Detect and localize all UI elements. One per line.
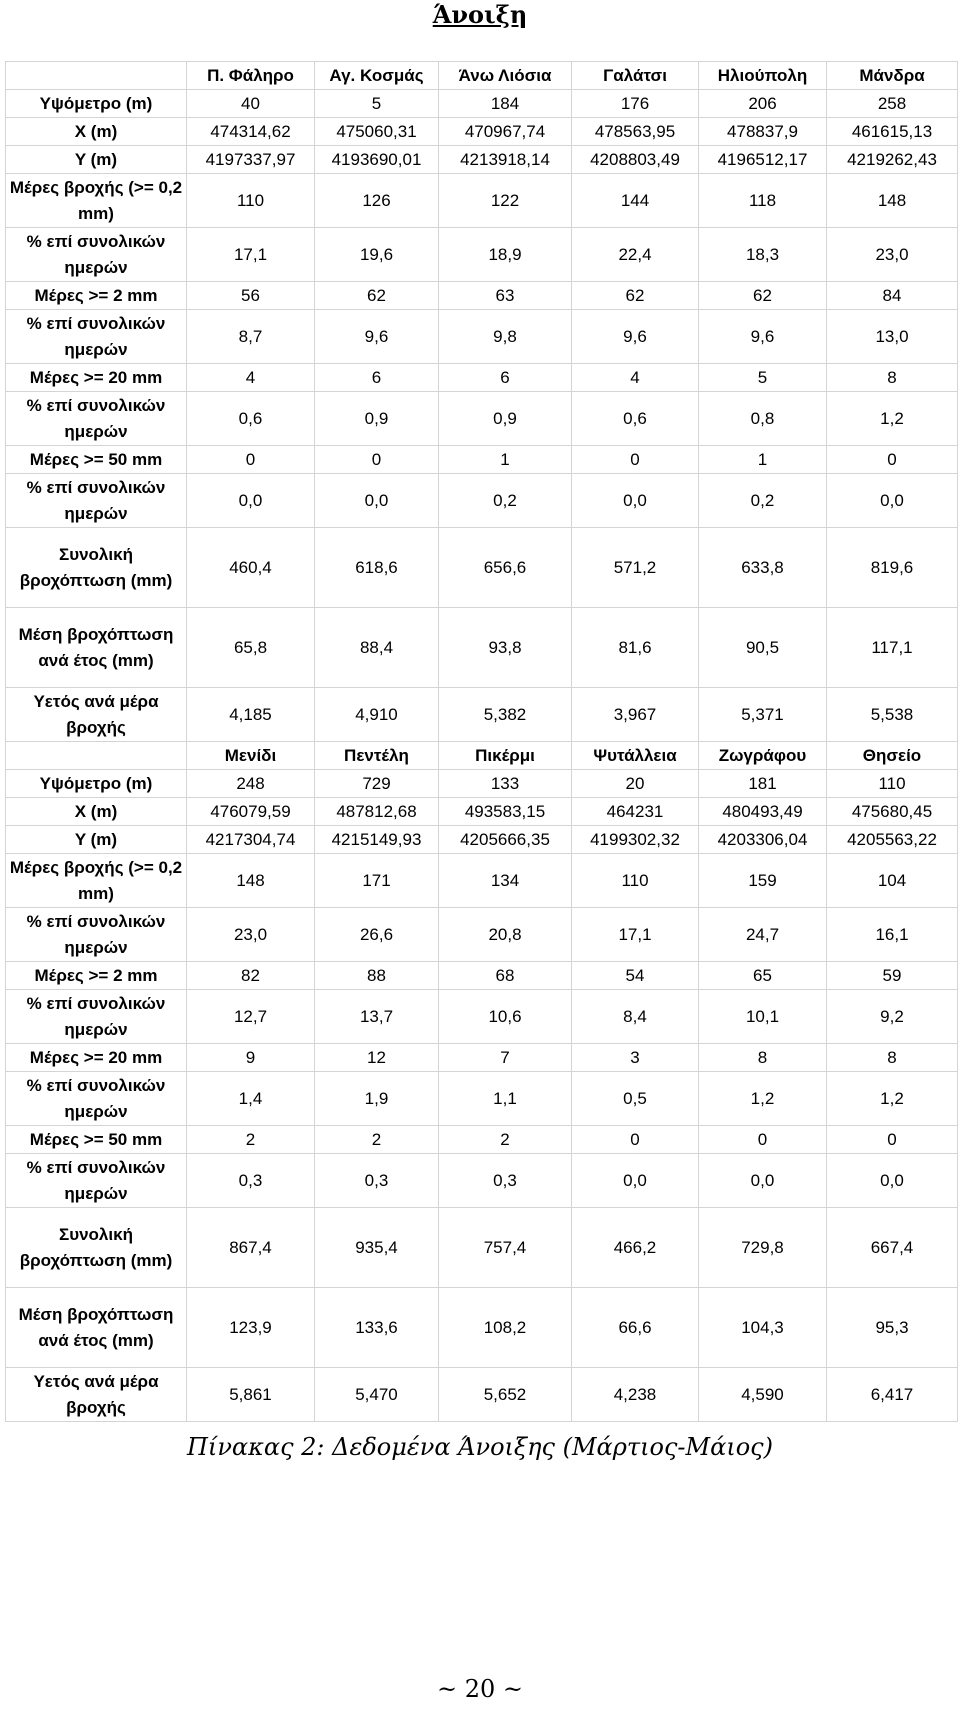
days-50mm-row <box>6 446 958 474</box>
value-cell: 8 <box>699 1044 827 1072</box>
value-cell: 0 <box>315 446 439 474</box>
value-cell: 0,2 <box>439 474 572 528</box>
value-cell: 17,1 <box>187 228 315 282</box>
location-header: Άνω Λιόσια <box>439 62 572 90</box>
value-cell: 0,9 <box>439 392 572 446</box>
value-cell: 110 <box>827 770 958 798</box>
row-label: % επί συνολικών ημερών <box>6 310 187 364</box>
x-coord-row <box>6 798 958 826</box>
row-label: Μέρες >= 20 mm <box>6 364 187 392</box>
days-2mm-pct-row <box>6 310 958 364</box>
value-cell: 3,967 <box>572 688 699 742</box>
value-cell: 23,0 <box>827 228 958 282</box>
value-cell: 12,7 <box>187 990 315 1044</box>
value-cell: 9,6 <box>315 310 439 364</box>
table-caption: Πίνακας 2: Δεδομένα Άνοιξης (Μάρτιος-Μάιος) <box>187 1433 773 1461</box>
value-cell: 8,7 <box>187 310 315 364</box>
value-cell: 19,6 <box>315 228 439 282</box>
value-cell: 0,0 <box>572 474 699 528</box>
value-cell: 4203306,04 <box>699 826 827 854</box>
value-cell: 13,0 <box>827 310 958 364</box>
value-cell: 475060,31 <box>315 118 439 146</box>
value-cell: 7 <box>439 1044 572 1072</box>
value-cell: 819,6 <box>827 528 958 608</box>
value-cell: 133,6 <box>315 1288 439 1368</box>
value-cell: 1,2 <box>827 1072 958 1126</box>
header-corner-cell <box>6 62 187 90</box>
value-cell: 117,1 <box>827 608 958 688</box>
days-2mm-pct-row <box>6 990 958 1044</box>
value-cell: 159 <box>699 854 827 908</box>
value-cell: 1,1 <box>439 1072 572 1126</box>
value-cell: 466,2 <box>572 1208 699 1288</box>
value-cell: 23,0 <box>187 908 315 962</box>
value-cell: 93,8 <box>439 608 572 688</box>
mean-annual-rainfall-row <box>6 1288 958 1368</box>
value-cell: 0,2 <box>699 474 827 528</box>
value-cell: 110 <box>572 854 699 908</box>
value-cell: 6 <box>315 364 439 392</box>
value-cell: 487812,68 <box>315 798 439 826</box>
value-cell: 5,652 <box>439 1368 572 1422</box>
location-header: Ψυτάλλεια <box>572 742 699 770</box>
rain-days-pct-row <box>6 908 958 962</box>
value-cell: 8,4 <box>572 990 699 1044</box>
value-cell: 633,8 <box>699 528 827 608</box>
value-cell: 176 <box>572 90 699 118</box>
value-cell: 104,3 <box>699 1288 827 1368</box>
value-cell: 0,3 <box>439 1154 572 1208</box>
location-header: Θησείο <box>827 742 958 770</box>
value-cell: 206 <box>699 90 827 118</box>
row-label: Μέρες >= 20 mm <box>6 1044 187 1072</box>
value-cell: 2 <box>315 1126 439 1154</box>
value-cell: 478837,9 <box>699 118 827 146</box>
value-cell: 17,1 <box>572 908 699 962</box>
value-cell: 18,9 <box>439 228 572 282</box>
value-cell: 56 <box>187 282 315 310</box>
value-cell: 4217304,74 <box>187 826 315 854</box>
value-cell: 8 <box>827 1044 958 1072</box>
value-cell: 729,8 <box>699 1208 827 1288</box>
days-2mm-row <box>6 962 958 990</box>
value-cell: 0,3 <box>315 1154 439 1208</box>
row-label: X (m) <box>6 798 187 826</box>
mean-annual-rainfall-row <box>6 608 958 688</box>
value-cell: 4205563,22 <box>827 826 958 854</box>
value-cell: 475680,45 <box>827 798 958 826</box>
row-label: % επί συνολικών ημερών <box>6 1154 187 1208</box>
location-header: Πικέρμι <box>439 742 572 770</box>
value-cell: 16,1 <box>827 908 958 962</box>
value-cell: 22,4 <box>572 228 699 282</box>
value-cell: 13,7 <box>315 990 439 1044</box>
value-cell: 0,0 <box>187 474 315 528</box>
value-cell: 0,0 <box>315 474 439 528</box>
value-cell: 59 <box>827 962 958 990</box>
value-cell: 0 <box>827 446 958 474</box>
value-cell: 8 <box>827 364 958 392</box>
row-label: % επί συνολικών ημερών <box>6 392 187 446</box>
value-cell: 10,6 <box>439 990 572 1044</box>
value-cell: 729 <box>315 770 439 798</box>
value-cell: 181 <box>699 770 827 798</box>
value-cell: 4,590 <box>699 1368 827 1422</box>
value-cell: 1,4 <box>187 1072 315 1126</box>
total-rainfall-row <box>6 528 958 608</box>
value-cell: 4197337,97 <box>187 146 315 174</box>
value-cell: 5,382 <box>439 688 572 742</box>
value-cell: 0 <box>572 1126 699 1154</box>
value-cell: 88 <box>315 962 439 990</box>
value-cell: 171 <box>315 854 439 908</box>
rain-per-day-row <box>6 1368 958 1422</box>
value-cell: 24,7 <box>699 908 827 962</box>
value-cell: 4219262,43 <box>827 146 958 174</box>
value-cell: 867,4 <box>187 1208 315 1288</box>
value-cell: 0 <box>827 1126 958 1154</box>
rain-days-row <box>6 854 958 908</box>
location-header: Μενίδι <box>187 742 315 770</box>
value-cell: 9,8 <box>439 310 572 364</box>
value-cell: 248 <box>187 770 315 798</box>
value-cell: 84 <box>827 282 958 310</box>
location-header: Αγ. Κοσμάς <box>315 62 439 90</box>
value-cell: 81,6 <box>572 608 699 688</box>
total-rainfall-row <box>6 1208 958 1288</box>
value-cell: 184 <box>439 90 572 118</box>
value-cell: 4,910 <box>315 688 439 742</box>
value-cell: 54 <box>572 962 699 990</box>
row-label: Μέρες >= 2 mm <box>6 282 187 310</box>
value-cell: 0,3 <box>187 1154 315 1208</box>
rainfall-table <box>5 61 958 1422</box>
altitude-row <box>6 90 958 118</box>
value-cell: 0,6 <box>572 392 699 446</box>
value-cell: 667,4 <box>827 1208 958 1288</box>
value-cell: 656,6 <box>439 528 572 608</box>
rain-days-pct-row <box>6 228 958 282</box>
location-header: Πεντέλη <box>315 742 439 770</box>
value-cell: 1 <box>699 446 827 474</box>
y-coord-row <box>6 146 958 174</box>
value-cell: 4215149,93 <box>315 826 439 854</box>
rain-per-day-row <box>6 688 958 742</box>
value-cell: 3 <box>572 1044 699 1072</box>
row-label: Υψόμετρο (m) <box>6 90 187 118</box>
row-label: Y (m) <box>6 146 187 174</box>
value-cell: 618,6 <box>315 528 439 608</box>
value-cell: 104 <box>827 854 958 908</box>
value-cell: 5 <box>315 90 439 118</box>
value-cell: 82 <box>187 962 315 990</box>
value-cell: 90,5 <box>699 608 827 688</box>
value-cell: 571,2 <box>572 528 699 608</box>
days-20mm-row <box>6 364 958 392</box>
value-cell: 88,4 <box>315 608 439 688</box>
location-header: Π. Φάληρο <box>187 62 315 90</box>
value-cell: 1,2 <box>827 392 958 446</box>
value-cell: 12 <box>315 1044 439 1072</box>
value-cell: 0,0 <box>827 474 958 528</box>
value-cell: 476079,59 <box>187 798 315 826</box>
value-cell: 63 <box>439 282 572 310</box>
value-cell: 0,5 <box>572 1072 699 1126</box>
value-cell: 40 <box>187 90 315 118</box>
value-cell: 68 <box>439 962 572 990</box>
value-cell: 62 <box>699 282 827 310</box>
row-label: X (m) <box>6 118 187 146</box>
value-cell: 460,4 <box>187 528 315 608</box>
row-label: Συνολική βροχόπτωση (mm) <box>6 1208 187 1288</box>
row-label: % επί συνολικών ημερών <box>6 990 187 1044</box>
value-cell: 0 <box>699 1126 827 1154</box>
value-cell: 4,238 <box>572 1368 699 1422</box>
row-label: Μέρες >= 2 mm <box>6 962 187 990</box>
location-header-row <box>6 62 958 90</box>
value-cell: 4199302,32 <box>572 826 699 854</box>
rain-days-row <box>6 174 958 228</box>
days-50mm-row <box>6 1126 958 1154</box>
value-cell: 0,0 <box>699 1154 827 1208</box>
value-cell: 5 <box>699 364 827 392</box>
value-cell: 4193690,01 <box>315 146 439 174</box>
value-cell: 18,3 <box>699 228 827 282</box>
value-cell: 470967,74 <box>439 118 572 146</box>
row-label: Συνολική βροχόπτωση (mm) <box>6 528 187 608</box>
value-cell: 9,6 <box>572 310 699 364</box>
row-label: % επί συνολικών ημερών <box>6 228 187 282</box>
value-cell: 65,8 <box>187 608 315 688</box>
value-cell: 0 <box>572 446 699 474</box>
value-cell: 757,4 <box>439 1208 572 1288</box>
y-coord-row <box>6 826 958 854</box>
value-cell: 66,6 <box>572 1288 699 1368</box>
location-header: Ηλιούπολη <box>699 62 827 90</box>
value-cell: 1,2 <box>699 1072 827 1126</box>
value-cell: 2 <box>439 1126 572 1154</box>
value-cell: 4208803,49 <box>572 146 699 174</box>
value-cell: 134 <box>439 854 572 908</box>
value-cell: 95,3 <box>827 1288 958 1368</box>
altitude-row <box>6 770 958 798</box>
row-label: Μέρες >= 50 mm <box>6 446 187 474</box>
value-cell: 2 <box>187 1126 315 1154</box>
value-cell: 461615,13 <box>827 118 958 146</box>
value-cell: 9,6 <box>699 310 827 364</box>
row-label: Υετός ανά μέρα βροχής <box>6 688 187 742</box>
row-label: % επί συνολικών ημερών <box>6 1072 187 1126</box>
value-cell: 126 <box>315 174 439 228</box>
value-cell: 144 <box>572 174 699 228</box>
value-cell: 0,9 <box>315 392 439 446</box>
days-20mm-pct-row <box>6 392 958 446</box>
value-cell: 62 <box>315 282 439 310</box>
row-label: Μέρες >= 50 mm <box>6 1126 187 1154</box>
value-cell: 4,185 <box>187 688 315 742</box>
value-cell: 26,6 <box>315 908 439 962</box>
row-label: Y (m) <box>6 826 187 854</box>
section-heading: Άνοιξη <box>432 0 528 29</box>
value-cell: 5,470 <box>315 1368 439 1422</box>
value-cell: 62 <box>572 282 699 310</box>
header-corner-cell <box>6 742 187 770</box>
row-label: Μέρες βροχής (>= 0,2 mm) <box>6 174 187 228</box>
value-cell: 0,0 <box>572 1154 699 1208</box>
value-cell: 108,2 <box>439 1288 572 1368</box>
value-cell: 118 <box>699 174 827 228</box>
value-cell: 10,1 <box>699 990 827 1044</box>
value-cell: 9,2 <box>827 990 958 1044</box>
value-cell: 110 <box>187 174 315 228</box>
value-cell: 935,4 <box>315 1208 439 1288</box>
value-cell: 6 <box>439 364 572 392</box>
value-cell: 464231 <box>572 798 699 826</box>
location-header: Γαλάτσι <box>572 62 699 90</box>
value-cell: 122 <box>439 174 572 228</box>
row-label: Μέρες βροχής (>= 0,2 mm) <box>6 854 187 908</box>
row-label: Υψόμετρο (m) <box>6 770 187 798</box>
value-cell: 493583,15 <box>439 798 572 826</box>
value-cell: 0,0 <box>827 1154 958 1208</box>
value-cell: 0,8 <box>699 392 827 446</box>
value-cell: 4196512,17 <box>699 146 827 174</box>
x-coord-row <box>6 118 958 146</box>
value-cell: 258 <box>827 90 958 118</box>
value-cell: 6,417 <box>827 1368 958 1422</box>
value-cell: 474314,62 <box>187 118 315 146</box>
value-cell: 123,9 <box>187 1288 315 1368</box>
row-label: Μέση βροχόπτωση ανά έτος (mm) <box>6 608 187 688</box>
row-label: % επί συνολικών ημερών <box>6 908 187 962</box>
value-cell: 480493,49 <box>699 798 827 826</box>
row-label: % επί συνολικών ημερών <box>6 474 187 528</box>
row-label: Υετός ανά μέρα βροχής <box>6 1368 187 1422</box>
value-cell: 0 <box>187 446 315 474</box>
value-cell: 20,8 <box>439 908 572 962</box>
value-cell: 65 <box>699 962 827 990</box>
value-cell: 5,861 <box>187 1368 315 1422</box>
value-cell: 5,538 <box>827 688 958 742</box>
value-cell: 5,371 <box>699 688 827 742</box>
value-cell: 4 <box>572 364 699 392</box>
value-cell: 4205666,35 <box>439 826 572 854</box>
row-label: Μέση βροχόπτωση ανά έτος (mm) <box>6 1288 187 1368</box>
value-cell: 1 <box>439 446 572 474</box>
value-cell: 20 <box>572 770 699 798</box>
value-cell: 4213918,14 <box>439 146 572 174</box>
location-header: Ζωγράφου <box>699 742 827 770</box>
value-cell: 9 <box>187 1044 315 1072</box>
days-50mm-pct-row <box>6 1154 958 1208</box>
location-header-row <box>6 742 958 770</box>
days-2mm-row <box>6 282 958 310</box>
value-cell: 0,6 <box>187 392 315 446</box>
value-cell: 478563,95 <box>572 118 699 146</box>
days-20mm-row <box>6 1044 958 1072</box>
value-cell: 4 <box>187 364 315 392</box>
days-20mm-pct-row <box>6 1072 958 1126</box>
value-cell: 148 <box>827 174 958 228</box>
days-50mm-pct-row <box>6 474 958 528</box>
value-cell: 1,9 <box>315 1072 439 1126</box>
value-cell: 133 <box>439 770 572 798</box>
value-cell: 148 <box>187 854 315 908</box>
page-number: ~ 20 ~ <box>436 1675 523 1703</box>
location-header: Μάνδρα <box>827 62 958 90</box>
